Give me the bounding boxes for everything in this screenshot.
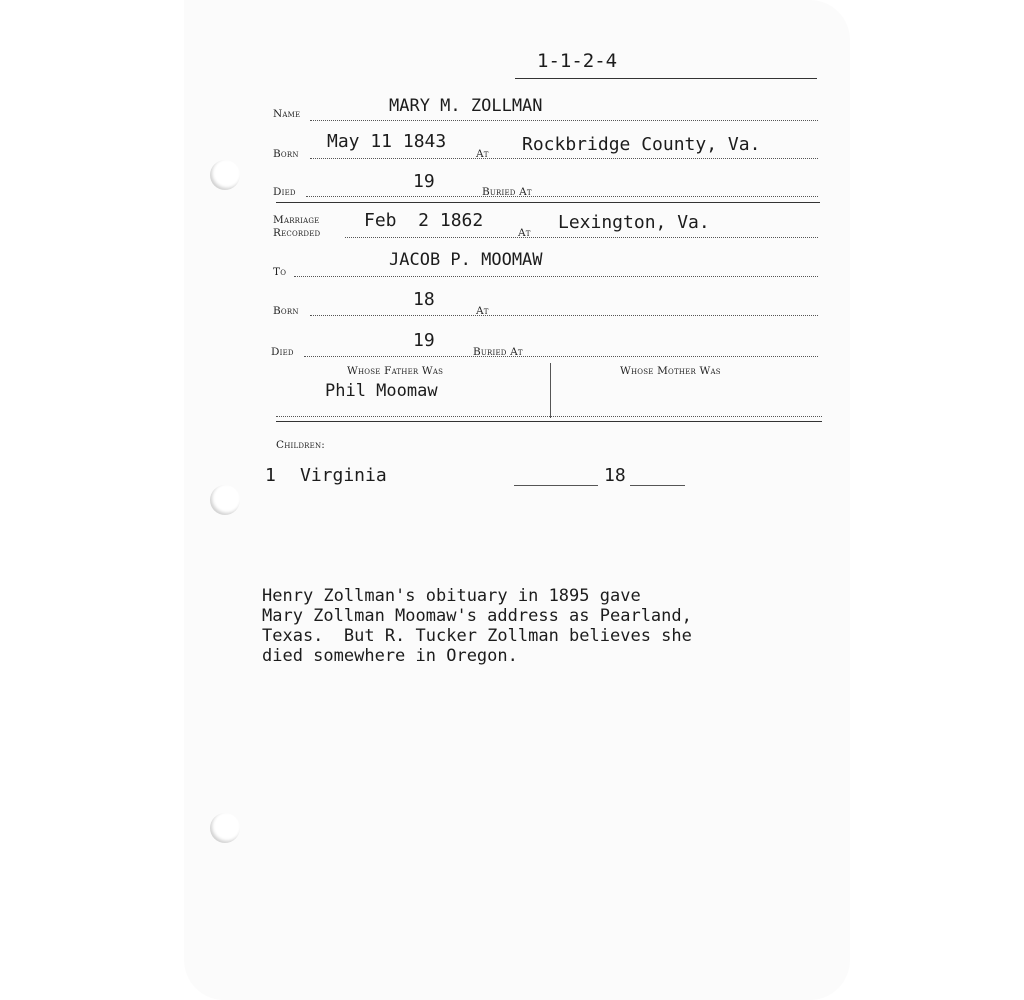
to-line [294,276,818,277]
section-divider-2b [276,421,822,422]
spouse-born-date: 18 [413,289,435,310]
marriage-date: Feb 2 1862 [364,210,484,231]
spouse-born-line [310,315,818,316]
born-label: Born [273,148,299,160]
note-line-1: Henry Zollman's obituary in 1895 gave [262,586,641,606]
marriage-place: Lexington, Va. [558,212,710,233]
spouse-born-at-label: At [476,305,489,317]
child-number: 1 [265,465,276,486]
to-label: To [273,266,287,278]
parents-divider [550,363,551,418]
born-line [310,158,818,159]
card-id-underline [515,78,817,79]
spouse-died-line [304,356,818,357]
father-name: Phil Moomaw [325,381,438,401]
spouse-died-date: 19 [413,330,435,351]
child-date-line-left [514,485,598,486]
child-name: Virginia [300,465,387,486]
marriage-at-label: At [518,227,531,239]
name-line [310,120,818,121]
child-date: 18 [604,465,626,486]
marriage-label: Marriage [273,214,320,226]
mother-label: Whose Mother Was [620,365,721,377]
binder-hole-top [210,160,240,190]
card-id: 1-1-2-4 [537,50,618,72]
person-died-date: 19 [413,171,435,192]
died-label: Died [273,186,296,198]
died-line [306,196,818,197]
binder-hole-middle [210,485,240,515]
section-divider-2a [276,416,822,417]
spouse-died-label: Died [271,346,294,358]
spouse-name: JACOB P. MOOMAW [389,250,543,270]
person-born-date: May 11 1843 [327,131,447,152]
person-born-place: Rockbridge County, Va. [522,134,761,155]
father-label: Whose Father Was [347,365,444,377]
recorded-label: Recorded [273,227,321,239]
spouse-born-label: Born [273,305,299,317]
buried-at-label: Buried At [482,186,532,198]
name-label: Name [273,108,301,120]
marriage-line [345,237,818,238]
binder-hole-bottom [210,813,240,843]
born-at-label: At [476,148,489,160]
spouse-buried-at-label: Buried At [473,346,523,358]
note-line-4: died somewhere in Oregon. [262,646,518,666]
note-line-2: Mary Zollman Moomaw's address as Pearland, [262,606,692,626]
note-line-3: Texas. But R. Tucker Zollman believes she [262,626,692,646]
section-divider-1 [276,202,820,203]
children-label: Children: [276,439,326,451]
person-name: MARY M. ZOLLMAN [389,96,543,116]
child-date-line-right [630,485,685,486]
